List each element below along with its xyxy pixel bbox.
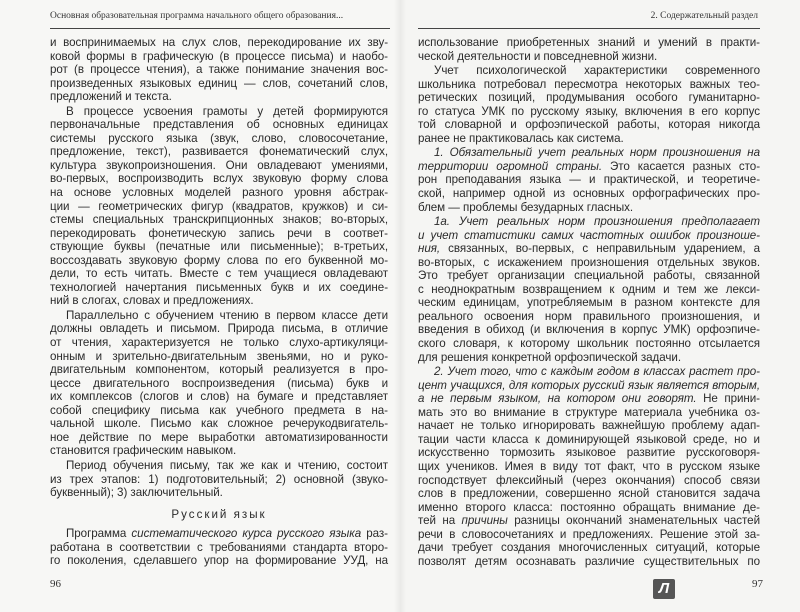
paragraph xyxy=(418,64,760,145)
right-page xyxy=(400,0,800,612)
text-line xyxy=(418,146,760,160)
text-segment: ствующие буквы (печатные или письменные); в-третьих, xyxy=(50,240,388,254)
text-line xyxy=(50,363,388,377)
text-segment: онным и зрительно-двигательным звеньями, но и руко- xyxy=(50,349,388,363)
text-segment: системы русского языка (звук, слово, словосочетание, xyxy=(50,131,388,145)
paragraph xyxy=(418,36,760,63)
text-line xyxy=(50,390,388,404)
left-page-body xyxy=(50,36,388,569)
running-head-right: 2. Содержательный раздел xyxy=(650,11,758,21)
text-line xyxy=(418,501,760,515)
text-line xyxy=(50,172,388,186)
text-line xyxy=(418,173,760,187)
text-line xyxy=(418,555,760,569)
text-line xyxy=(418,487,760,501)
text-segment: чальной школе. Письмо как сложное речерукодвигатель- xyxy=(50,417,388,431)
text-segment: тации части класса к доминирующей языковой среде, но и xyxy=(418,432,760,446)
text-line xyxy=(418,446,760,460)
text-segment: рот (в процессе чтения), а также понимание значения вос- xyxy=(50,63,388,77)
text-segment: позволят детям осознавать различие существительных по xyxy=(418,554,760,568)
text-line xyxy=(418,310,760,324)
book-gutter xyxy=(394,0,406,612)
text-line xyxy=(50,50,388,64)
text-segment: искусственно тормозить языковое развитие русскоговоря- xyxy=(418,446,760,460)
text-segment: ческим единицам, употребляемым в разном контексте для xyxy=(418,296,760,310)
paragraph xyxy=(418,365,760,568)
text-segment: щих учеников. Имея в виду тот факт, что в русском языке xyxy=(418,459,760,473)
text-line xyxy=(418,283,760,297)
text-line xyxy=(418,256,760,270)
header-rule-right xyxy=(418,28,760,29)
text-segment: ретических позиций, продумывания особого гуманитарно- xyxy=(418,91,760,105)
text-segment: перекодировать фонетическую запись речи в соответ- xyxy=(50,226,388,240)
text-line xyxy=(418,365,760,379)
text-line xyxy=(418,406,760,420)
text-segment: для решения конкретной орфоэпической задачи. xyxy=(418,350,681,364)
text-line xyxy=(418,474,760,488)
text-line xyxy=(418,36,760,50)
text-line xyxy=(418,433,760,447)
text-line xyxy=(50,527,388,541)
text-segment: ное действие по мере выработки автоматизированности xyxy=(50,430,388,444)
text-line xyxy=(50,240,388,254)
text-line xyxy=(50,322,388,336)
text-segment: Не прини- xyxy=(696,392,760,406)
text-segment: мать это во внимание в структуре материала учебника оз- xyxy=(418,405,760,419)
text-segment: с неоднократным возвращением к одним и тем же лекси- xyxy=(418,282,760,296)
text-segment: слов в предложении, совершенно ясной становится задача xyxy=(418,487,760,501)
text-line xyxy=(418,541,760,555)
text-segment: тей на xyxy=(418,514,462,528)
text-segment: введения в обиход (и включения в корпус УМК) орфоэпиче- xyxy=(418,323,760,337)
text-line xyxy=(418,269,760,283)
text-line xyxy=(50,417,388,431)
text-segment: буквенный); 3) заключительный. xyxy=(50,486,223,500)
running-head-left: Основная образовательная программа начального общего образования... xyxy=(50,11,344,21)
italic-text-segment: территории огромной страны. xyxy=(418,159,603,173)
text-segment: В процессе усвоения грамоты у детей формируются xyxy=(66,104,388,118)
text-line xyxy=(418,201,760,215)
text-segment: собой специфику письма как учебного предмета в на- xyxy=(50,403,388,417)
paragraph xyxy=(50,527,388,568)
text-line xyxy=(418,242,760,256)
paragraph xyxy=(418,215,760,364)
text-line xyxy=(50,186,388,200)
text-line xyxy=(50,404,388,418)
text-line xyxy=(50,63,388,77)
text-line xyxy=(50,431,388,445)
text-line xyxy=(50,227,388,241)
text-segment: должны овладеть и письмом. Природа письма, в отличие xyxy=(50,322,388,336)
paragraph xyxy=(50,309,388,458)
italic-text-segment: 1. Обязательный учет реальных норм произношения на xyxy=(434,146,760,160)
text-segment: становится графическим навыком. xyxy=(50,444,237,458)
text-line xyxy=(50,309,388,323)
text-segment: Это касается разных сто- xyxy=(602,159,760,173)
text-segment: ского словаря, к которому школьник постоянно отсылается xyxy=(418,337,760,351)
paragraph xyxy=(50,459,388,500)
text-segment: дачи требует создания многочисленных ситуаций, которые xyxy=(418,541,760,555)
text-line xyxy=(418,323,760,337)
text-segment: культура звукопроизношения. Они овладевают умениями, xyxy=(50,158,388,172)
page-number-right: 97 xyxy=(752,578,763,590)
text-segment: их комплексов (слогов и слов) на бумаге и представляет xyxy=(50,390,388,404)
text-line xyxy=(50,132,388,146)
text-line xyxy=(418,160,760,174)
text-line xyxy=(418,419,760,433)
paragraph xyxy=(50,36,388,104)
text-line xyxy=(50,145,388,159)
text-line xyxy=(418,91,760,105)
text-line xyxy=(50,554,388,568)
italic-text-segment: систематического курса русского языка xyxy=(131,527,362,541)
text-line xyxy=(50,281,388,295)
text-segment: начает не только игнорировать важнейшую проблему адап- xyxy=(418,419,760,433)
paragraph xyxy=(418,146,760,214)
text-line xyxy=(418,351,760,365)
text-line xyxy=(50,200,388,214)
text-segment: го статуса УМК по русскому языку, включения в его корпус xyxy=(418,104,760,118)
italic-text-segment: и учет статистики самих частотных ошибок произноше- xyxy=(418,228,760,242)
text-line xyxy=(418,514,760,528)
text-line xyxy=(50,541,388,555)
text-line xyxy=(50,486,388,500)
italic-text-segment: ния, xyxy=(418,242,441,256)
text-line xyxy=(50,105,388,119)
text-segment: технологией начертания письменных букв и их соедине- xyxy=(50,280,388,294)
text-line xyxy=(50,159,388,173)
text-segment: связанных, во-первых, с неправильным ударением, а xyxy=(440,242,760,256)
text-segment: цессе двигательного воспроизведения (письма) букв и xyxy=(50,376,388,390)
right-page-body xyxy=(418,36,760,569)
text-segment: ковой формы в графическую (в процессе письма) и наобо- xyxy=(50,49,388,63)
text-segment: и воспринимаемых на слух слов, перекодирование их зву- xyxy=(50,36,388,49)
text-segment: реального освоения норм правильного произношения, и xyxy=(418,309,760,323)
text-segment: во-вторых, с искажением произношения отдельных звуков. xyxy=(418,255,760,269)
text-line xyxy=(418,187,760,201)
text-segment: предложение, текст), развивается фонематический слух, xyxy=(50,145,388,159)
text-line xyxy=(418,78,760,92)
text-segment: двигательным компонентом, который реализуется в про- xyxy=(50,363,388,377)
text-line xyxy=(50,36,388,50)
text-segment: Это требует организации специальной работы, связанной xyxy=(418,269,760,283)
text-segment: школьника потребовал пересмотра некоторых важных тео- xyxy=(418,77,760,91)
text-line xyxy=(418,105,760,119)
text-line xyxy=(50,118,388,132)
text-line xyxy=(50,77,388,91)
text-segment: работана в соответствии с требованиями стандарта второ- xyxy=(50,540,388,554)
text-line xyxy=(50,294,388,308)
text-line xyxy=(418,215,760,229)
text-line xyxy=(418,337,760,351)
italic-text-segment: 1а. Учет реальных норм произношения предполагает xyxy=(434,215,760,229)
text-segment: речи в словосочетаниях и предложениях. Решение этой за- xyxy=(418,527,760,541)
header-rule-left xyxy=(50,28,390,29)
text-segment: господствует флексийный (через окончания) способ связи xyxy=(418,473,760,487)
text-line xyxy=(50,90,388,104)
text-segment: раз- xyxy=(361,527,388,541)
text-line xyxy=(418,132,760,146)
text-segment: го поколения, сделавшего упор на формирование УУД, на xyxy=(50,554,388,568)
text-segment: первоначальные представления об основных единицах xyxy=(50,118,388,132)
text-line xyxy=(50,377,388,391)
italic-text-segment: причины xyxy=(461,514,508,528)
text-segment: предложений и текста. xyxy=(50,90,172,104)
text-line xyxy=(50,473,388,487)
text-segment: Программа xyxy=(66,527,132,541)
text-segment: стемы специальных транскрипционных знаков; во-вторых, xyxy=(50,213,388,227)
text-line xyxy=(50,459,388,473)
text-segment: дели, то есть читать. Вместе с тем учащиеся овладевают xyxy=(50,267,388,281)
text-segment: ранее не практиковалась как система. xyxy=(418,131,624,145)
text-segment: рон преподавания языка — и практической, и теоретиче- xyxy=(418,173,760,187)
text-segment: от чтения, характеризуется не только слухо-артикуляци- xyxy=(50,336,388,350)
page-number-left: 96 xyxy=(50,578,61,590)
text-line xyxy=(418,50,760,64)
text-line xyxy=(418,118,760,132)
publisher-logo-icon: Л xyxy=(653,579,675,599)
text-segment: во-первых, воспроизводить вслух звуковую форму слова xyxy=(50,172,388,186)
text-segment: разницы окончаний знаменательных частей xyxy=(507,514,761,528)
text-line xyxy=(50,350,388,364)
italic-text-segment: цент учащихся, для которых русский язык является вторым, xyxy=(418,378,760,392)
italic-text-segment: а не первым языком, на котором они говорят. xyxy=(418,392,697,406)
text-segment: Учет психологической характеристики современного xyxy=(434,64,760,78)
text-line xyxy=(50,444,388,458)
text-segment: той словарной и орфоэпической работы, которая никогда xyxy=(418,118,760,132)
text-segment: воссоздавать звуковую форму слова по его буквенной мо- xyxy=(50,253,388,267)
text-segment: ний в слогах, словах и предложениях. xyxy=(50,294,254,308)
text-segment: Период обучения письму, так же как и чтению, состоит xyxy=(66,458,388,472)
text-segment: именно второго класса: постоянно обращать внимание де- xyxy=(418,500,760,514)
text-line xyxy=(418,64,760,78)
text-line xyxy=(50,213,388,227)
text-segment: блем — проблемы безударных гласных. xyxy=(418,200,634,214)
text-line xyxy=(50,336,388,350)
text-segment: ской, например одной из основных орфографических про- xyxy=(418,187,760,201)
text-line xyxy=(418,528,760,542)
paragraph xyxy=(50,105,388,308)
text-line xyxy=(50,267,388,281)
text-line xyxy=(418,379,760,393)
text-line xyxy=(418,229,760,243)
text-line xyxy=(50,254,388,268)
text-segment: использование приобретенных знаний и умений в практи- xyxy=(418,36,760,49)
text-line xyxy=(418,392,760,406)
text-line xyxy=(418,296,760,310)
section-heading: Русский язык xyxy=(171,507,267,521)
text-segment: из трех этапов: 1) подготовительный; 2) основной (звуко- xyxy=(50,472,388,486)
text-segment: Параллельно с обучением чтению в первом классе дети xyxy=(66,308,388,322)
text-line xyxy=(418,460,760,474)
text-segment: на основе условных моделей разного уровня абстрак- xyxy=(50,186,388,200)
text-segment: ческой деятельности и повседневной жизни. xyxy=(418,49,658,63)
text-segment: произведенных языковых единиц — слов, сочетаний слов, xyxy=(50,76,388,90)
italic-text-segment: 2. Учет того, что с каждым годом в классах растет про- xyxy=(434,365,760,379)
text-segment: ции — геометрических фигур (квадратов, кружков) и си- xyxy=(50,199,388,213)
